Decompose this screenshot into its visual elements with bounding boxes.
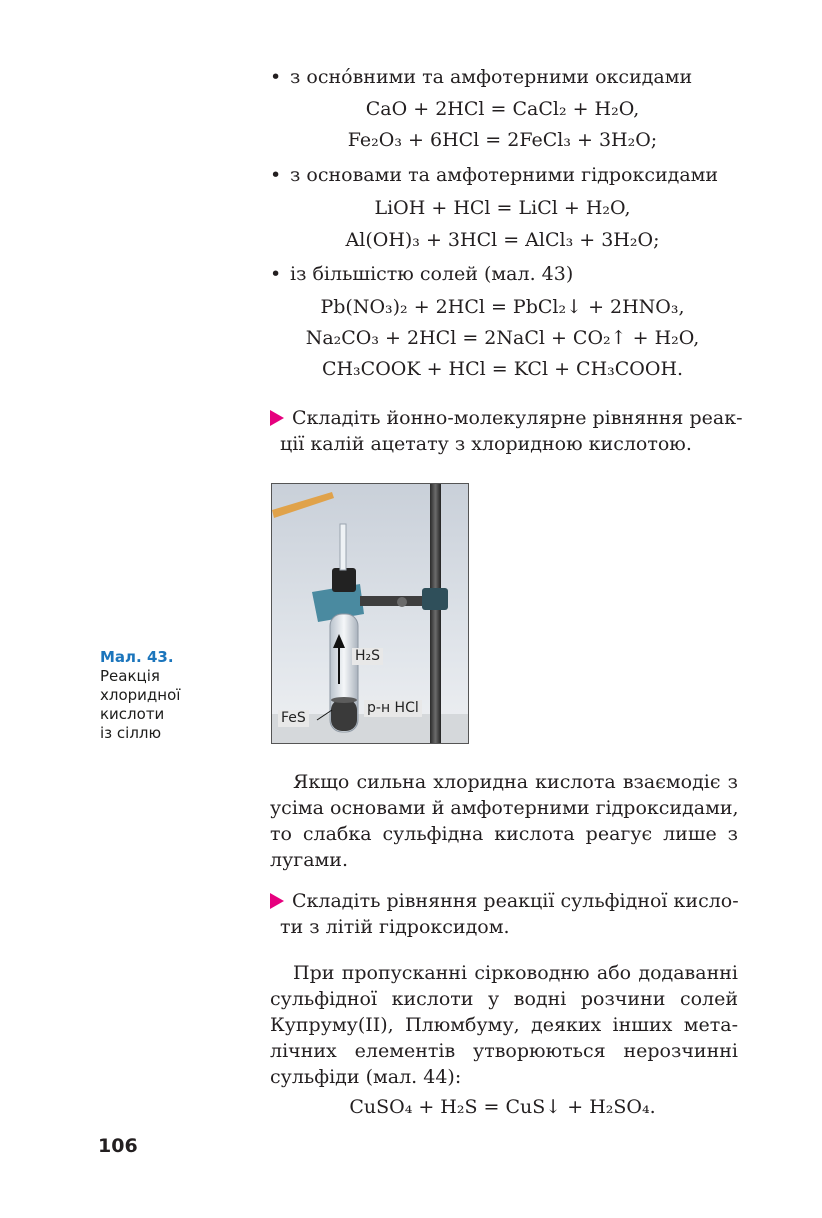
label-solution: р-н HCl — [364, 700, 422, 717]
bullet-item-oxides — [270, 64, 750, 90]
caption-line: Реакція — [100, 667, 160, 685]
paragraph-line: сульфідної кислоти у водні розчини солей — [270, 988, 738, 1010]
paragraph — [270, 960, 738, 1090]
page-number: 106 — [98, 1135, 138, 1157]
paragraph-line: Якщо сильна хлоридна кислота взаємодіє з — [293, 771, 738, 793]
equation: CaO + 2HCl = CaCl₂ + H₂O, — [365, 98, 640, 120]
task-line: Складіть йонно-молекулярне рівняння реак- — [292, 407, 743, 429]
paragraph-line: лічних елементів утворюються нерозчинні — [270, 1040, 738, 1062]
equation: Fe₂O₃ + 6HCl = 2FeCl₃ + 3H₂O; — [347, 129, 658, 151]
bullet-text: із більшістю солей (мал. 43) — [290, 263, 574, 285]
task-line: Складіть рівняння реакції сульфідної кисло- — [292, 890, 739, 912]
bullet-text: з осно́вними та амфотерними оксидами — [290, 66, 693, 88]
equation: CH₃COOK + HCl = KCl + CH₃COOH. — [321, 358, 684, 380]
paragraph-line: При пропусканні сірководню або додаванні — [293, 962, 738, 984]
bullet-item-salts — [270, 261, 750, 287]
caption-line: із сіллю — [100, 724, 162, 742]
paragraph-line: сульфіди (мал. 44): — [270, 1066, 462, 1088]
triangle-marker-icon — [270, 893, 284, 909]
bullet-marker: • — [270, 164, 282, 186]
task-line: ти з літій гідроксидом. — [280, 916, 510, 938]
equation: CuSO₄ + H₂S = CuS↓ + H₂SO₄. — [349, 1096, 656, 1118]
caption-line: кислоти — [100, 705, 165, 723]
task-block — [270, 405, 745, 457]
paragraph-line: то слабка сульфідна кислота реагує лише з — [270, 823, 738, 845]
equation: Al(OH)₃ + 3HCl = AlCl₃ + 3H₂O; — [345, 229, 660, 251]
task-block — [270, 888, 745, 940]
equation: Na₂CO₃ + 2HCl = 2NaCl + CO₂↑ + H₂O, — [305, 327, 700, 349]
figure-caption — [100, 648, 230, 743]
equation: Pb(NO₃)₂ + 2HCl = PbCl₂↓ + 2HNO₃, — [320, 296, 685, 318]
label-gas: H₂S — [352, 648, 383, 665]
bullet-item-hydroxides — [270, 162, 750, 188]
task-line: ції калій ацетату з хлоридною кислотою. — [280, 433, 692, 455]
caption-line: хлоридної — [100, 686, 181, 704]
paragraph-line: лугами. — [270, 849, 349, 871]
paragraph-line: усіма основами й амфотерними гідроксидами, — [270, 797, 739, 819]
bullet-marker: • — [270, 66, 282, 88]
bullet-text: з основами та амфотерними гідроксидами — [290, 164, 719, 186]
equation: LiOH + HCl = LiCl + H₂O, — [374, 197, 631, 219]
paragraph-line: Купруму(II), Плюмбуму, деяких інших мета- — [270, 1014, 738, 1036]
paragraph — [270, 769, 738, 873]
caption-number: Мал. 43. — [100, 648, 174, 666]
triangle-marker-icon — [270, 410, 284, 426]
label-solid: FeS — [278, 710, 309, 727]
figure-photo — [271, 483, 469, 744]
bullet-marker: • — [270, 263, 282, 285]
